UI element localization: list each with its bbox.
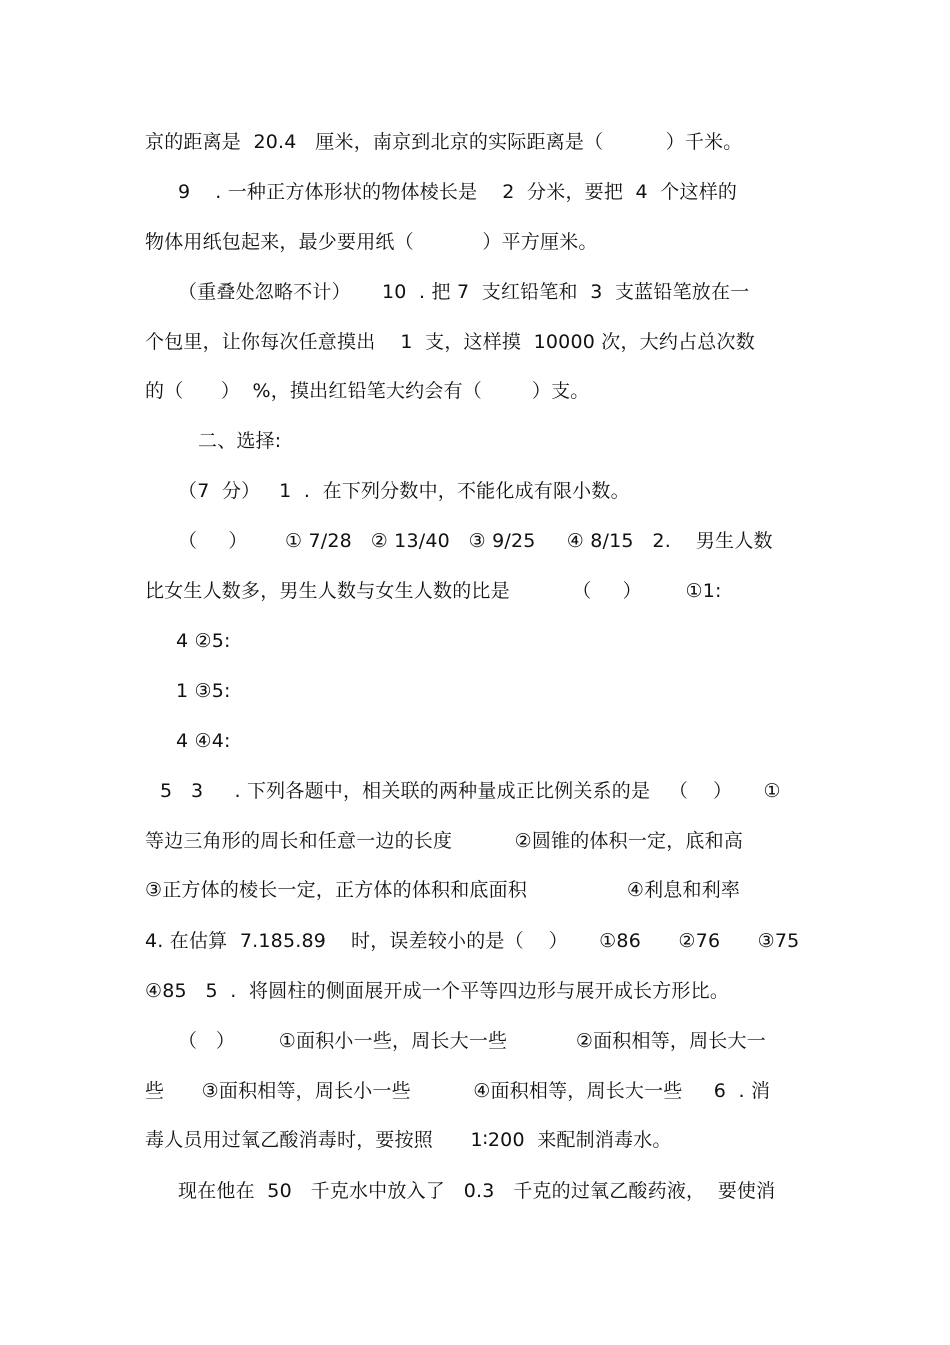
- text-line-19: （ ） ①面积小一些，周长大一些 ②面积相等，周长大一: [178, 1030, 766, 1052]
- text-line-21: 毒人员用过氧乙酸消毒时，要按照 1∶200 来配制消毒水。: [145, 1129, 672, 1151]
- text-line-18: ④85 5 . 将圆柱的侧面展开成一个平等四边形与展开成长方形比。: [145, 980, 730, 1002]
- text-line-20: 些 ③面积相等，周长小一些 ④面积相等，周长大一些 6 . 消: [145, 1080, 771, 1102]
- text-line-13: 4 ④4:: [176, 730, 231, 752]
- text-line-11: 4 ②5:: [176, 630, 231, 652]
- text-line-4: （重叠处忽略不计） 10 . 把 7 支红铅笔和 3 支蓝铅笔放在一: [178, 281, 750, 303]
- text-line-16: ③正方体的棱长一定，正方体的体积和底面积 ④利息和利率: [145, 879, 741, 901]
- text-line-10: 比女生人数多，男生人数与女生人数的比是 （ ） ①1:: [145, 580, 722, 602]
- text-line-3: 物体用纸包起来，最少要用纸（ ）平方厘米。: [145, 231, 598, 253]
- text-line-5: 个包里，让你每次任意摸出 1 支，这样摸 10000 次，大约占总次数: [145, 331, 755, 353]
- text-line-14: 5 3 . 下列各题中，相关联的两种量成正比例关系的是 （ ） ①: [160, 780, 781, 802]
- text-line-12: 1 ③5:: [176, 680, 231, 702]
- text-line-9: （ ） ① 7/28 ② 13/40 ③ 9/25 ④ 8/15 2. 男生人数: [178, 530, 773, 552]
- text-line-2: 9 . 一种正方体形状的物体棱长是 2 分米，要把 4 个这样的: [178, 181, 738, 203]
- text-line-8: （7 分） 1 . 在下列分数中，不能化成有限小数。: [178, 480, 630, 502]
- section-heading: 二、选择:: [198, 430, 282, 452]
- text-line-6: 的（ ） %，摸出红铅笔大约会有（ ）支。: [145, 380, 590, 402]
- text-line-22: 现在他在 50 千克水中放入了 0.3 千克的过氧乙酸药液， 要使消: [178, 1180, 776, 1202]
- text-line-15: 等边三角形的周长和任意一边的长度 ②圆锥的体积一定，底和高: [145, 830, 744, 852]
- text-line-1: 京的距离是 20.4 厘米，南京到北京的实际距离是（ ）千米。: [145, 131, 743, 153]
- text-line-17: 4. 在估算 7.185.89 时，误差较小的是（ ） ①86 ②76 ③75: [145, 930, 800, 952]
